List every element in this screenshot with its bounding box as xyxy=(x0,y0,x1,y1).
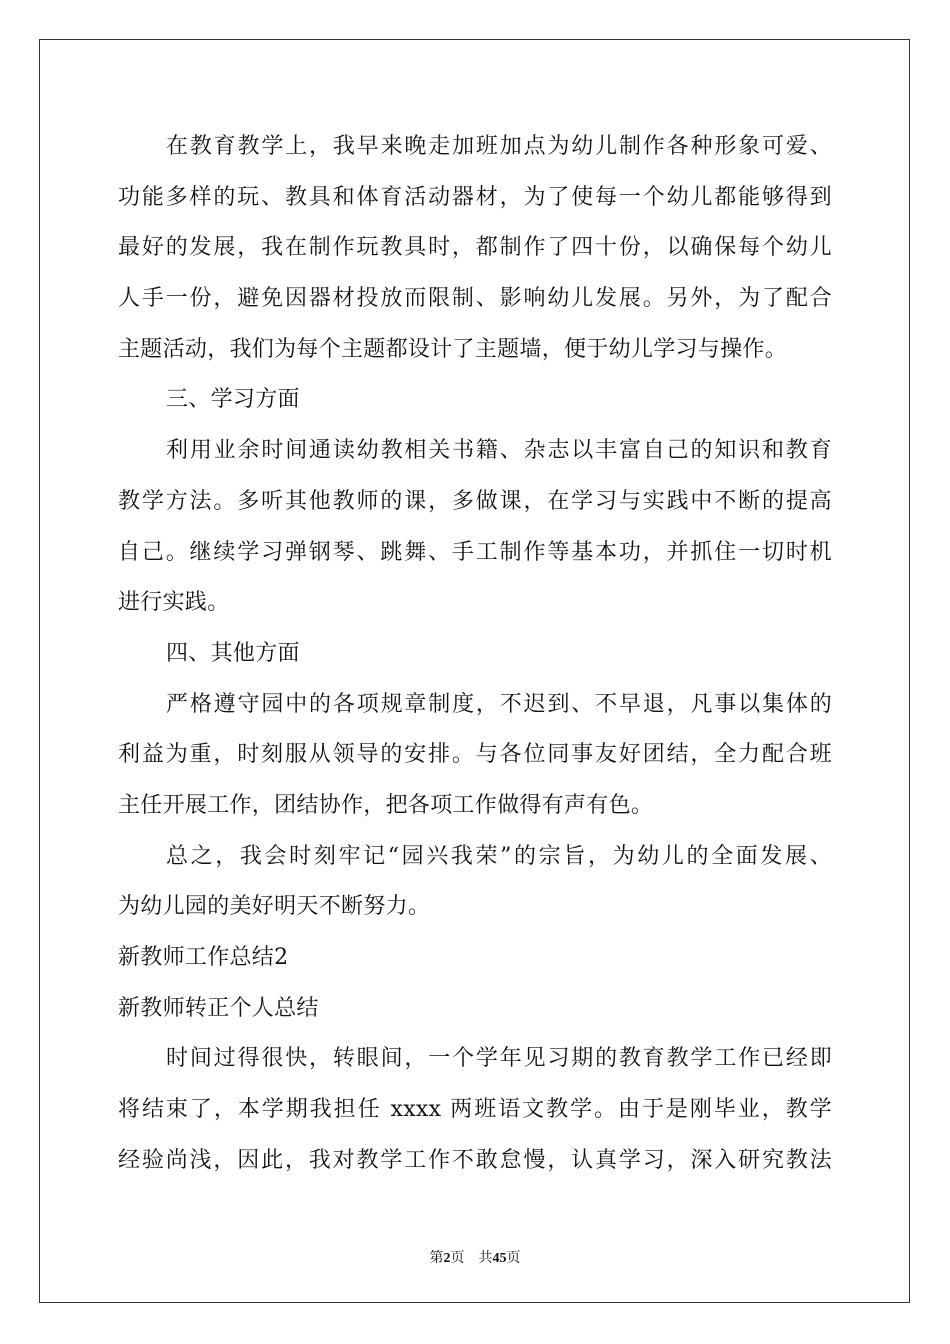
paragraph-line: 进行实践。 xyxy=(118,590,230,616)
paragraph-line: 总之，我会时刻牢记“园兴我荣”的宗旨，为幼儿的全面发展、 xyxy=(166,843,832,869)
document-body xyxy=(118,122,832,1186)
paragraph-line: 严格遵守园中的各项规章制度，不迟到、不早退，凡事以集体的 xyxy=(166,691,832,717)
page-footer xyxy=(0,1247,950,1267)
paragraph-line: 时间过得很快，转眼间，一个学年见习期的教育教学工作已经即 xyxy=(166,1046,832,1072)
paragraph-line: 教学方法。多听其他教师的课，多做课，在学习与实践中不断的提高 xyxy=(118,488,832,514)
footer-prefix: 第 xyxy=(429,1250,444,1266)
current-page-number: 2 xyxy=(443,1251,451,1266)
paragraph-line: 在教育教学上，我早来晚走加班加点为幼儿制作各种形象可爱、 xyxy=(166,134,832,159)
footer-middle: 页 共 xyxy=(450,1250,493,1266)
paragraph-line: 利益为重，时刻服从领导的安排。与各位同事友好团结，全力配合班 xyxy=(118,742,832,768)
paragraph-line: 为幼儿园的美好明天不断努力。 xyxy=(118,894,431,920)
paragraph-line: 将结束了，本学期我担任 xxxx 两班语文教学。由于是刚毕业，教学 xyxy=(118,1097,832,1123)
paragraph-line: 主题活动，我们为每个主题都设计了主题墙，便于幼儿学习与操作。 xyxy=(118,336,788,362)
section-heading: 三、学习方面 xyxy=(166,387,300,413)
total-page-count: 45 xyxy=(492,1251,507,1266)
footer-suffix: 页 xyxy=(506,1250,521,1266)
section-heading: 四、其他方面 xyxy=(166,640,300,666)
paragraph-line: 经验尚浅，因此，我对教学工作不敢怠慢，认真学习，深入研究教法 xyxy=(118,1147,832,1173)
paragraph-line: 人手一份，避免因器材投放而限制、影响幼儿发展。另外，为了配合 xyxy=(118,286,832,312)
paragraph-line: 最好的发展，我在制作玩教具时，都制作了四十份，以确保每个幼儿 xyxy=(118,235,832,261)
paragraph-line: 利用业余时间通读幼教相关书籍、杂志以丰富自己的知识和教育 xyxy=(166,438,832,464)
paragraph-line: 主任开展工作，团结协作，把各项工作做得有声有色。 xyxy=(118,792,654,818)
article-subtitle: 新教师转正个人总结 xyxy=(118,995,319,1021)
paragraph-line: 自己。继续学习弹钢琴、跳舞、手工制作等基本功，并抓住一切时机 xyxy=(118,539,832,565)
paragraph-line: 功能多样的玩、教具和体育活动器材，为了使每一个幼儿都能够得到 xyxy=(118,184,832,210)
article-title: 新教师工作总结2 xyxy=(118,945,289,970)
